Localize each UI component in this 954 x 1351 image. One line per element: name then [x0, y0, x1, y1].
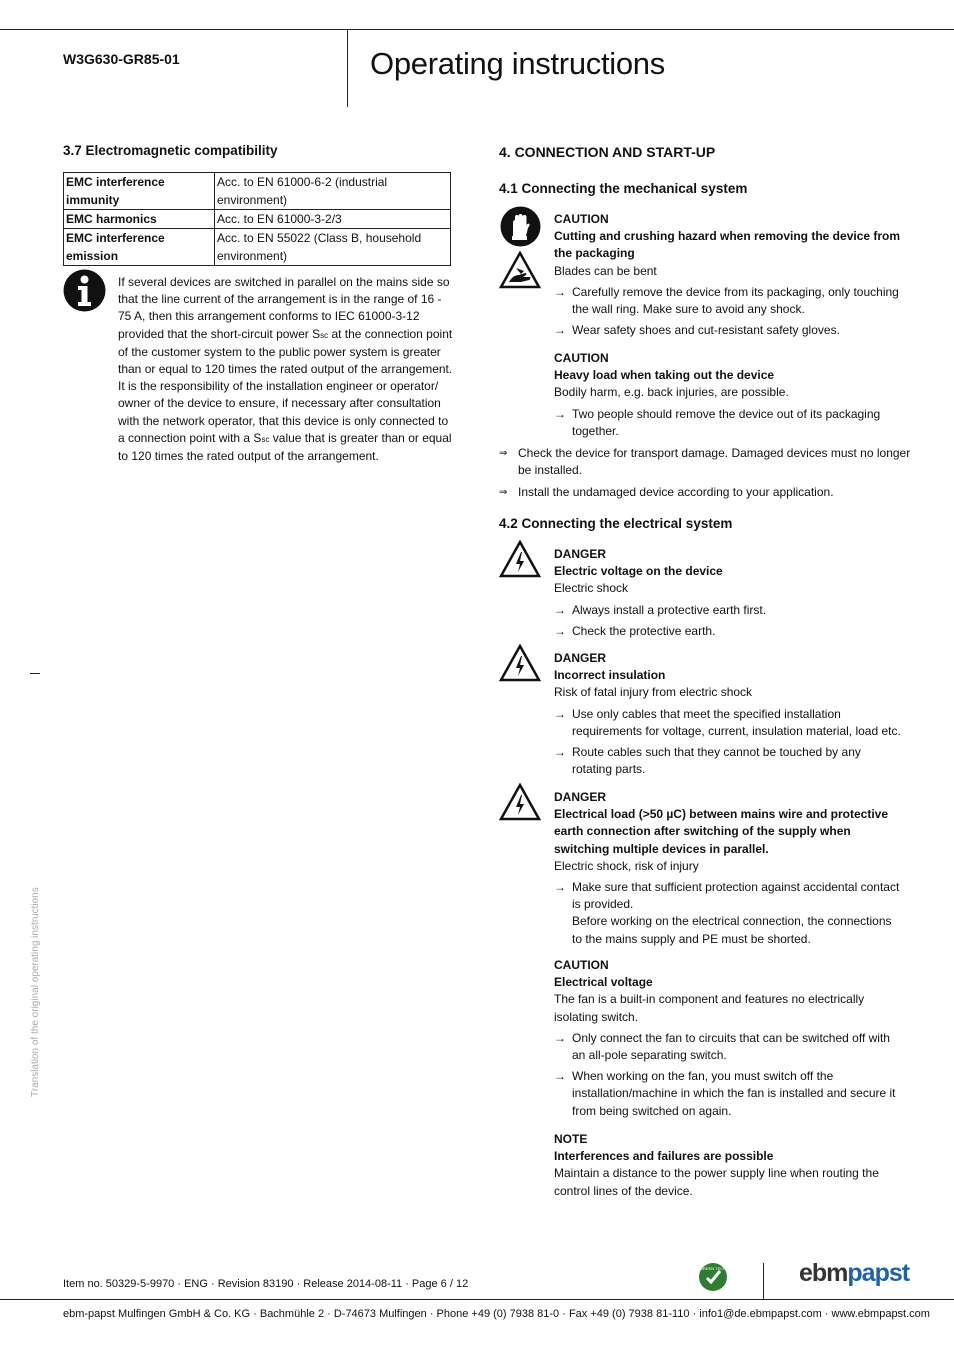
warning-type: CAUTION	[554, 351, 609, 365]
model-number: W3G630-GR85-01	[63, 51, 180, 67]
arrow-icon: →	[554, 880, 566, 895]
arrow-icon: →	[554, 602, 566, 617]
danger-voltage	[554, 546, 904, 640]
info-paragraph: It is the responsibility of the installation engineer or operator/ owner of the device to ensure, if necessary after consultation with the network operator, that this device is only connected to a connection point with a Ssc value that is greater than or equal to 120 times the rated output of the arrangement.	[118, 379, 452, 464]
warning-title: Electric voltage on the device	[554, 564, 723, 579]
arrow-icon: →	[554, 623, 566, 638]
list-item: → Wear safety shoes and cut-resistant safety gloves.	[554, 322, 904, 339]
emc-heading: 3.7 Electromagnetic compatibility	[63, 143, 278, 158]
warning-description: Risk of fatal injury from electric shock	[554, 685, 753, 700]
double-arrow-icon: ⇒	[499, 487, 508, 498]
table-cell: EMC harmonics	[64, 210, 215, 229]
table-cell: Acc. to EN 61000-6-2 (industrial environment)	[215, 173, 451, 210]
emc-info-text	[118, 274, 458, 465]
note-interference	[554, 1131, 904, 1200]
warning-description: Electric shock	[554, 581, 629, 596]
table-row	[64, 173, 451, 210]
list-item: ⇒ Check the device for transport damage. Damaged devices must no longer be installed.	[499, 446, 911, 478]
warning-title: Electrical voltage	[554, 975, 653, 990]
green-tech-badge	[698, 1262, 728, 1297]
warning-type: DANGER	[554, 651, 607, 665]
table-cell: EMC interference emission	[64, 229, 215, 266]
arrow-icon: →	[554, 1069, 566, 1084]
warning-type: NOTE	[554, 1132, 588, 1146]
arrow-icon: →	[554, 284, 566, 299]
list-item: → Check the protective earth.	[554, 623, 904, 640]
arrow-icon: →	[554, 406, 566, 421]
list-item: ⇒ Install the undamaged device according to your application.	[499, 484, 918, 501]
table-row	[64, 229, 451, 266]
table-cell: Acc. to EN 55022 (Class B, household environment)	[215, 229, 451, 266]
ebmpapst-logo: ebmpapst	[799, 1259, 910, 1287]
list-item: → When working on the fan, you must switch off the installation/machine in which the fan is installed and secure it from being switched on again.	[554, 1069, 896, 1118]
table-cell: Acc. to EN 61000-3-2/3	[215, 210, 451, 229]
info-paragraph: If several devices are switched in parallel on the mains side so that the line current of the arrangement is in the range of 16 - 75 A, then this arrangement conforms to IEC 61000-3-12 provided that the short-circuit power Ssc at the connection point of the customer system to the public power system is greater than or equal to 120 times the rated output of the arrangement.	[118, 275, 453, 377]
arrow-icon: →	[554, 1030, 566, 1045]
warning-cutting	[554, 211, 904, 339]
warning-title: Electrical load (>50 µC) between mains wire and protective earth connection after switching of the supply when switching multiple devices in parallel.	[554, 807, 889, 856]
list-item: → Make sure that sufficient protection against accidental contact is provided. Before working on the electrical connection, the connections to the mains supply and PE must be shorted.	[554, 880, 900, 946]
footer-rule	[0, 1299, 954, 1300]
mechanical-heading: 4.1 Connecting the mechanical system	[499, 181, 748, 196]
side-note: Translation of the original operating instructions	[30, 887, 41, 1097]
high-voltage-icon	[499, 540, 541, 583]
danger-electrical-load	[554, 789, 904, 948]
list-item: → Always install a protective earth first.	[554, 602, 904, 619]
list-item: → Route cables such that they cannot be touched by any rotating parts.	[554, 745, 861, 777]
high-voltage-icon	[499, 783, 541, 826]
warning-type: DANGER	[554, 790, 607, 804]
warning-description: Blades can be bent	[554, 263, 657, 278]
caution-electrical-voltage	[554, 957, 904, 1120]
high-voltage-icon	[499, 644, 541, 687]
margin-mark	[30, 673, 40, 674]
warning-title: Incorrect insulation	[554, 668, 666, 683]
info-icon	[63, 269, 106, 317]
table-cell: EMC interference immunity	[64, 173, 215, 210]
warning-heavy-load	[554, 350, 904, 440]
list-item: → Use only cables that meet the specified installation requirements for voltage, current, insulation material, load etc.	[554, 706, 901, 738]
warning-title: Cutting and crushing hazard when removing the device from the packaging	[554, 229, 901, 261]
warning-title: Interferences and failures are possible	[554, 1149, 774, 1164]
connection-heading: 4. CONNECTION AND START-UP	[499, 144, 716, 160]
page-title: Operating instructions	[370, 46, 665, 81]
warning-title: Heavy load when taking out the device	[554, 368, 775, 383]
double-arrow-icon: ⇒	[499, 448, 508, 459]
danger-insulation	[554, 650, 904, 778]
electrical-heading: 4.2 Connecting the electrical system	[499, 516, 733, 531]
gloves-icon	[500, 206, 541, 252]
arrow-icon: →	[554, 323, 566, 338]
footer-address: ebm-papst Mulfingen GmbH & Co. KG · Bachmühle 2 · D-74673 Mulfingen · Phone +49 (0) 7938 81-0 · Fax +49 (0) 7938 81-110 · info1@de.ebmpapst.com · www.ebmpapst.com	[63, 1308, 930, 1320]
footer-divider	[763, 1263, 764, 1299]
header-top-rule	[0, 29, 954, 30]
header-divider	[347, 29, 348, 107]
warning-description: Bodily harm, e.g. back injuries, are possible.	[554, 385, 789, 400]
warning-description: The fan is a built-in component and features no electrically isolating switch.	[554, 992, 865, 1024]
emc-table	[63, 172, 451, 266]
arrow-icon: →	[554, 706, 566, 721]
list-item: → Only connect the fan to circuits that can be switched off with an all-pole separating switch.	[554, 1030, 890, 1063]
warning-type: CAUTION	[554, 212, 609, 226]
arrow-icon: →	[554, 745, 566, 760]
hand-crush-warning-icon	[499, 251, 541, 294]
warning-description: Maintain a distance to the power supply line when routing the control lines of the device.	[554, 1166, 879, 1198]
badge-label: GREEN TECH	[699, 1266, 727, 1271]
footer-item-info: Item no. 50329-5-9970 · ENG · Revision 83190 · Release 2014-08-11 · Page 6 / 12	[63, 1278, 469, 1290]
table-row	[64, 210, 451, 229]
list-item: → Two people should remove the device out of its packaging together.	[554, 406, 881, 438]
warning-type: DANGER	[554, 547, 607, 561]
list-item: → Carefully remove the device from its packaging, only touching the wall ring. Make sure to avoid any shock.	[554, 284, 899, 317]
warning-type: CAUTION	[554, 958, 609, 972]
warning-description: Electric shock, risk of injury	[554, 858, 699, 873]
